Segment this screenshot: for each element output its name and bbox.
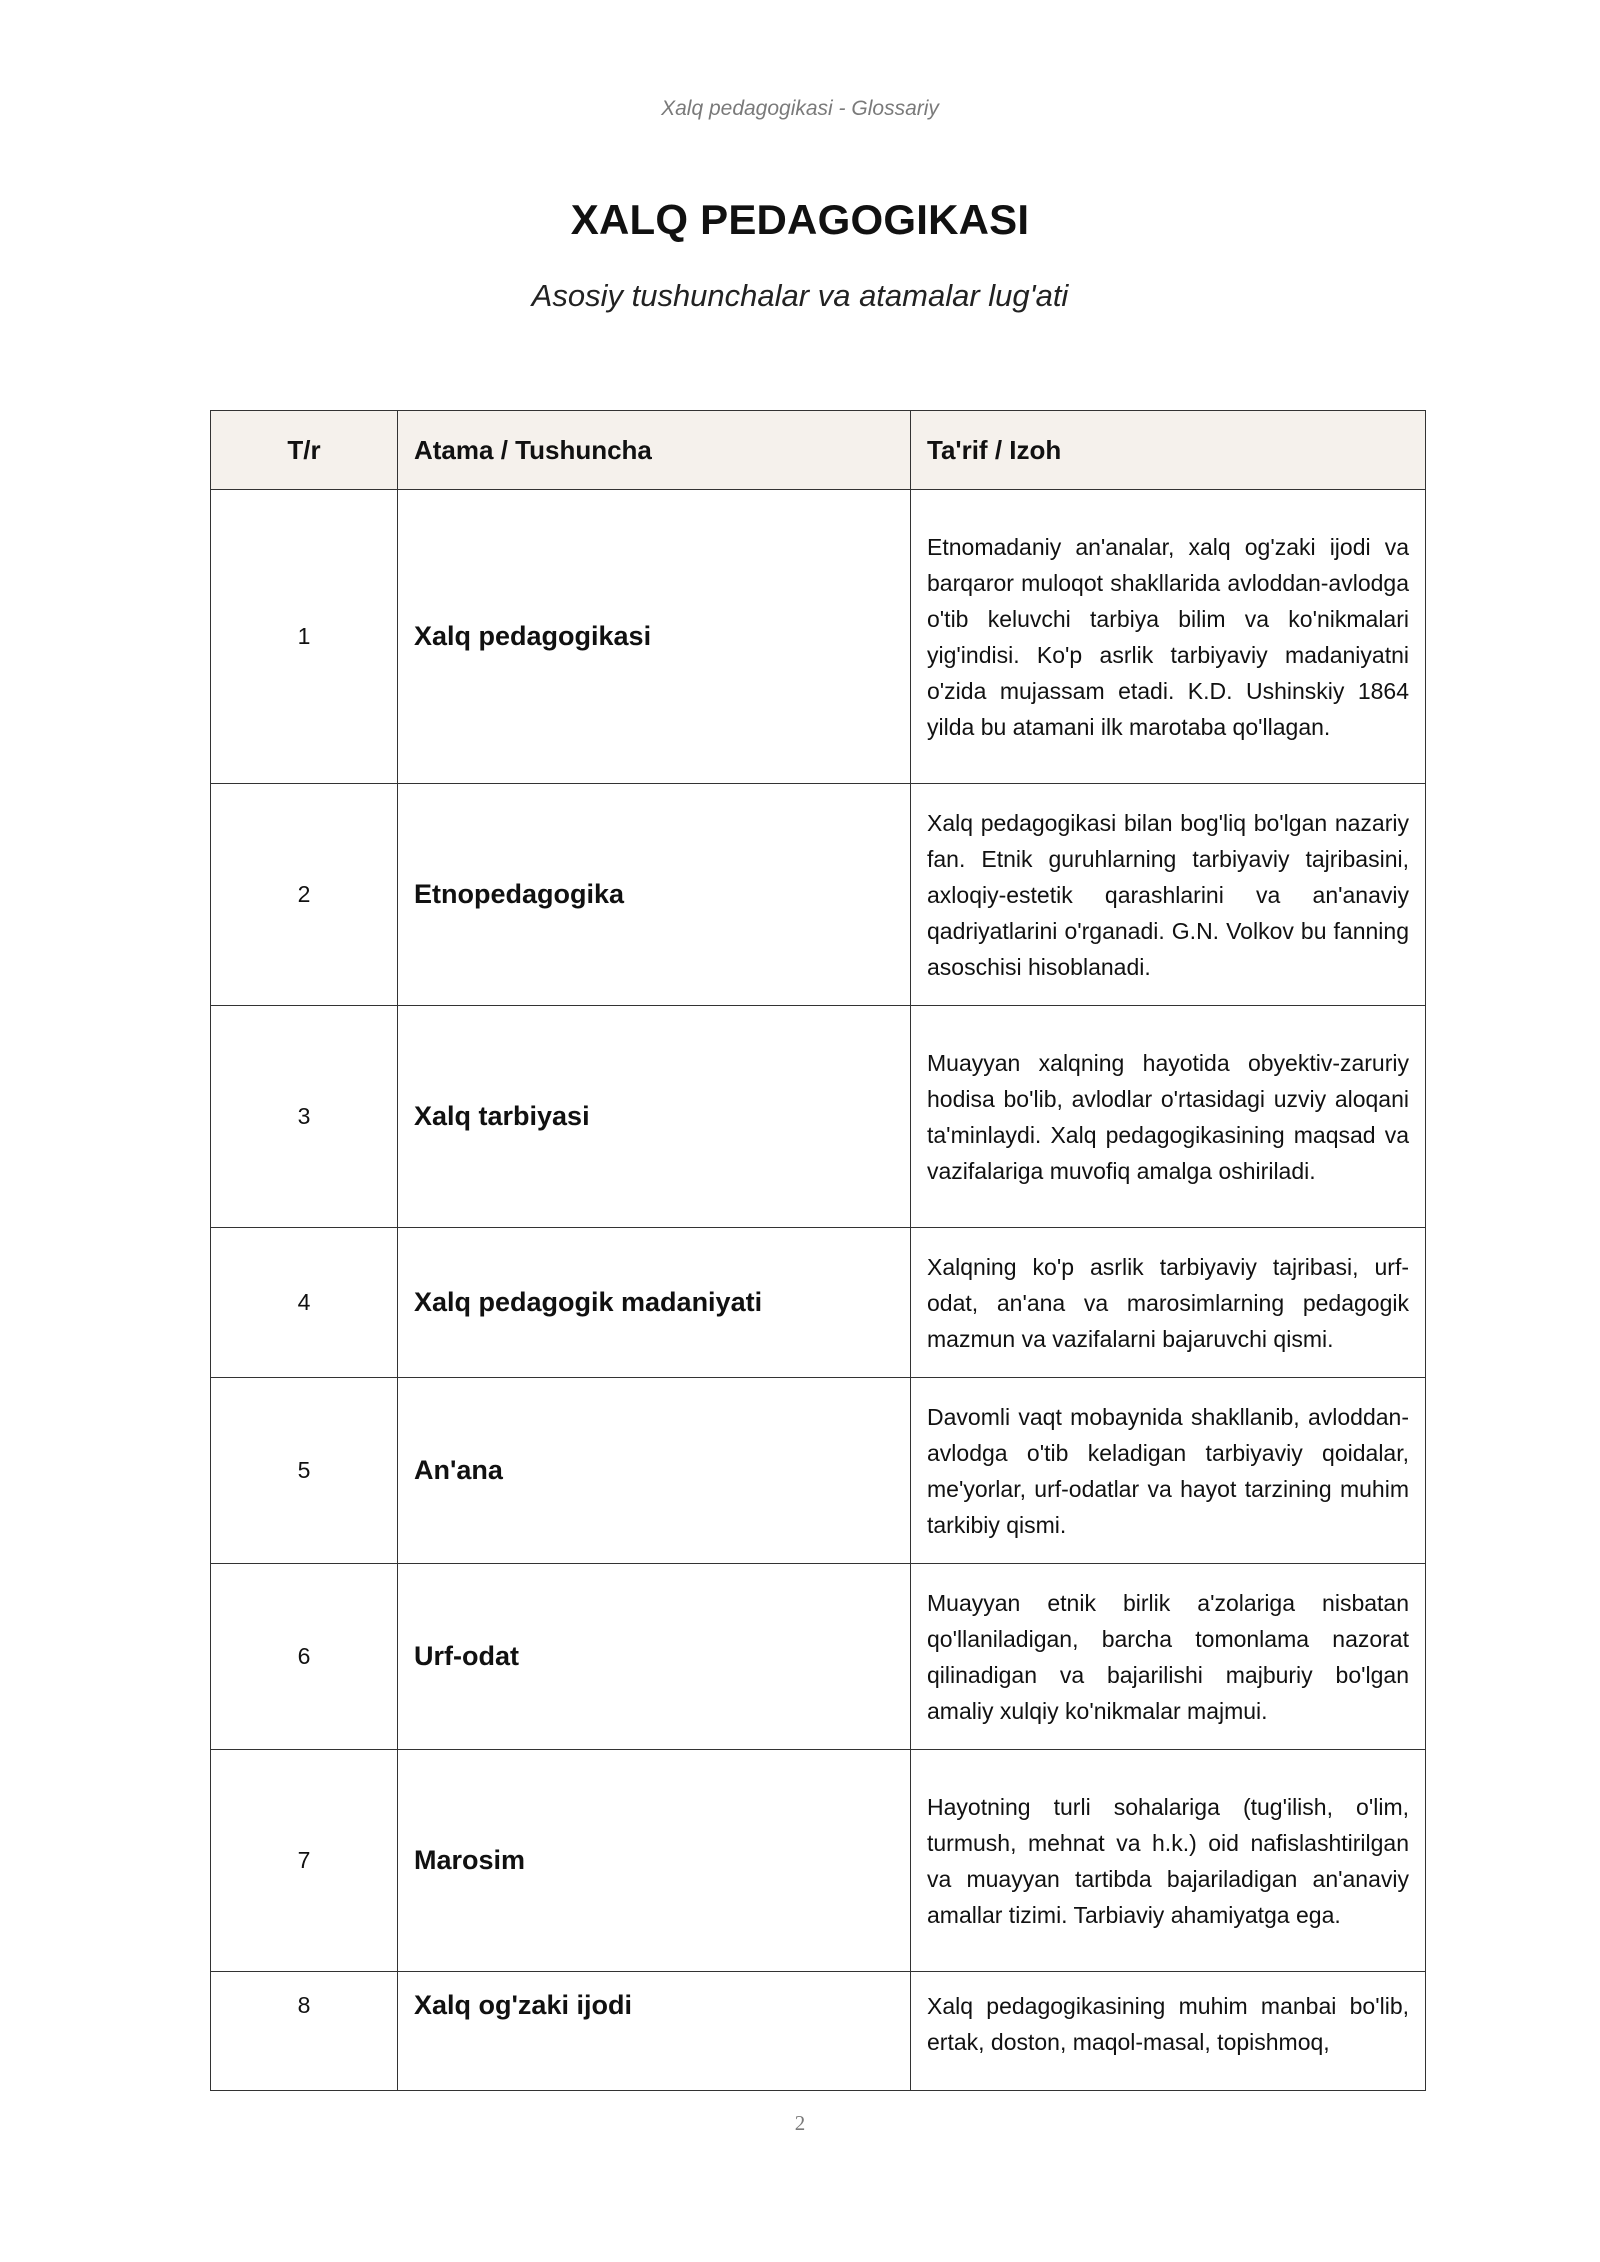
table-row [211, 784, 1426, 1006]
row-number: 1 [211, 490, 398, 784]
header-term: Atama / Tushuncha [398, 411, 911, 490]
header-number: T/r [211, 411, 398, 490]
row-definition: Davomli vaqt mobaynida shakllanib, avloddan-avlodga o'tib keladigan tarbiyaviy qoidalar, me'yorlar, urf-odatlar va hayot tarzining muhim tarkibiy qismi. [911, 1378, 1426, 1564]
table-row [211, 1228, 1426, 1378]
row-term: Xalq pedagogik madaniyati [398, 1228, 911, 1378]
row-definition: Muayyan etnik birlik a'zolariga nisbatan qo'llaniladigan, barcha tomonlama nazorat qilinadigan va bajarilishi majburiy bo'lgan amaliy xulqiy ko'nikmalar majmui. [911, 1564, 1426, 1750]
row-term: Xalq pedagogikasi [398, 490, 911, 784]
document-subtitle: Asosiy tushunchalar va atamalar lug'ati [531, 278, 1069, 313]
page-number: 2 [794, 2111, 806, 2135]
row-term: Marosim [398, 1750, 911, 1972]
row-number: 5 [211, 1378, 398, 1564]
table-row [211, 490, 1426, 784]
header-definition: Ta'rif / Izoh [911, 411, 1426, 490]
row-definition: Xalqning ko'p asrlik tarbiyaviy tajribasi, urf-odat, an'ana va marosimlarning pedagogik mazmun va vazifalarni bajaruvchi qismi. [911, 1228, 1426, 1378]
row-term: Xalq tarbiyasi [398, 1006, 911, 1228]
row-term: Etnopedagogika [398, 784, 911, 1006]
row-number: 4 [211, 1228, 398, 1378]
table-header-row [211, 411, 1426, 490]
row-term: Urf-odat [398, 1564, 911, 1750]
running-header: Xalq pedagogikasi - Glossariy [661, 97, 939, 120]
table-row [211, 1378, 1426, 1564]
row-number: 3 [211, 1006, 398, 1228]
row-number: 7 [211, 1750, 398, 1972]
table-row [211, 1564, 1426, 1750]
row-definition: Etnomadaniy an'analar, xalq og'zaki ijodi va barqaror muloqot shakllarida avloddan-avlodga o'tib keluvchi tarbiya bilim va ko'nikmalari yig'indisi. Ko'p asrlik tarbiyaviy madaniyatni o'zida mujassam etadi. K.D. Ushinskiy 1864 yilda bu atamani ilk marotaba qo'llagan. [911, 490, 1426, 784]
document-title: XALQ PEDAGOGIKASI [570, 196, 1030, 243]
row-definition: Muayyan xalqning hayotida obyektiv-zaruriy hodisa bo'lib, avlodlar o'rtasidagi uzviy aloqani ta'minlaydi. Xalq pedagogikasining maqsad va vazifalariga muvofiq amalga oshiriladi. [911, 1006, 1426, 1228]
row-term: An'ana [398, 1378, 911, 1564]
table-row [211, 1972, 1426, 2091]
row-number: 6 [211, 1564, 398, 1750]
row-term: Xalq og'zaki ijodi [398, 1972, 911, 2091]
glossary-table [210, 410, 1426, 2091]
row-definition: Xalq pedagogikasi bilan bog'liq bo'lgan nazariy fan. Etnik guruhlarning tarbiyaviy tajribasini, axloqiy-estetik qarashlarini va an'anaviy qadriyatlarini o'rganadi. G.N. Volkov bu fanning asoschisi hisoblanadi. [911, 784, 1426, 1006]
table-row [211, 1006, 1426, 1228]
table-row [211, 1750, 1426, 1972]
row-definition: Xalq pedagogikasining muhim manbai bo'lib, ertak, doston, maqol-masal, topishmoq, [911, 1972, 1426, 2091]
row-definition: Hayotning turli sohalariga (tug'ilish, o'lim, turmush, mehnat va h.k.) oid nafislashtirilgan va muayyan tartibda bajariladigan an'anaviy amallar tizimi. Tarbiaviy ahamiyatga ega. [911, 1750, 1426, 1972]
row-number: 2 [211, 784, 398, 1006]
row-number: 8 [211, 1972, 398, 2091]
